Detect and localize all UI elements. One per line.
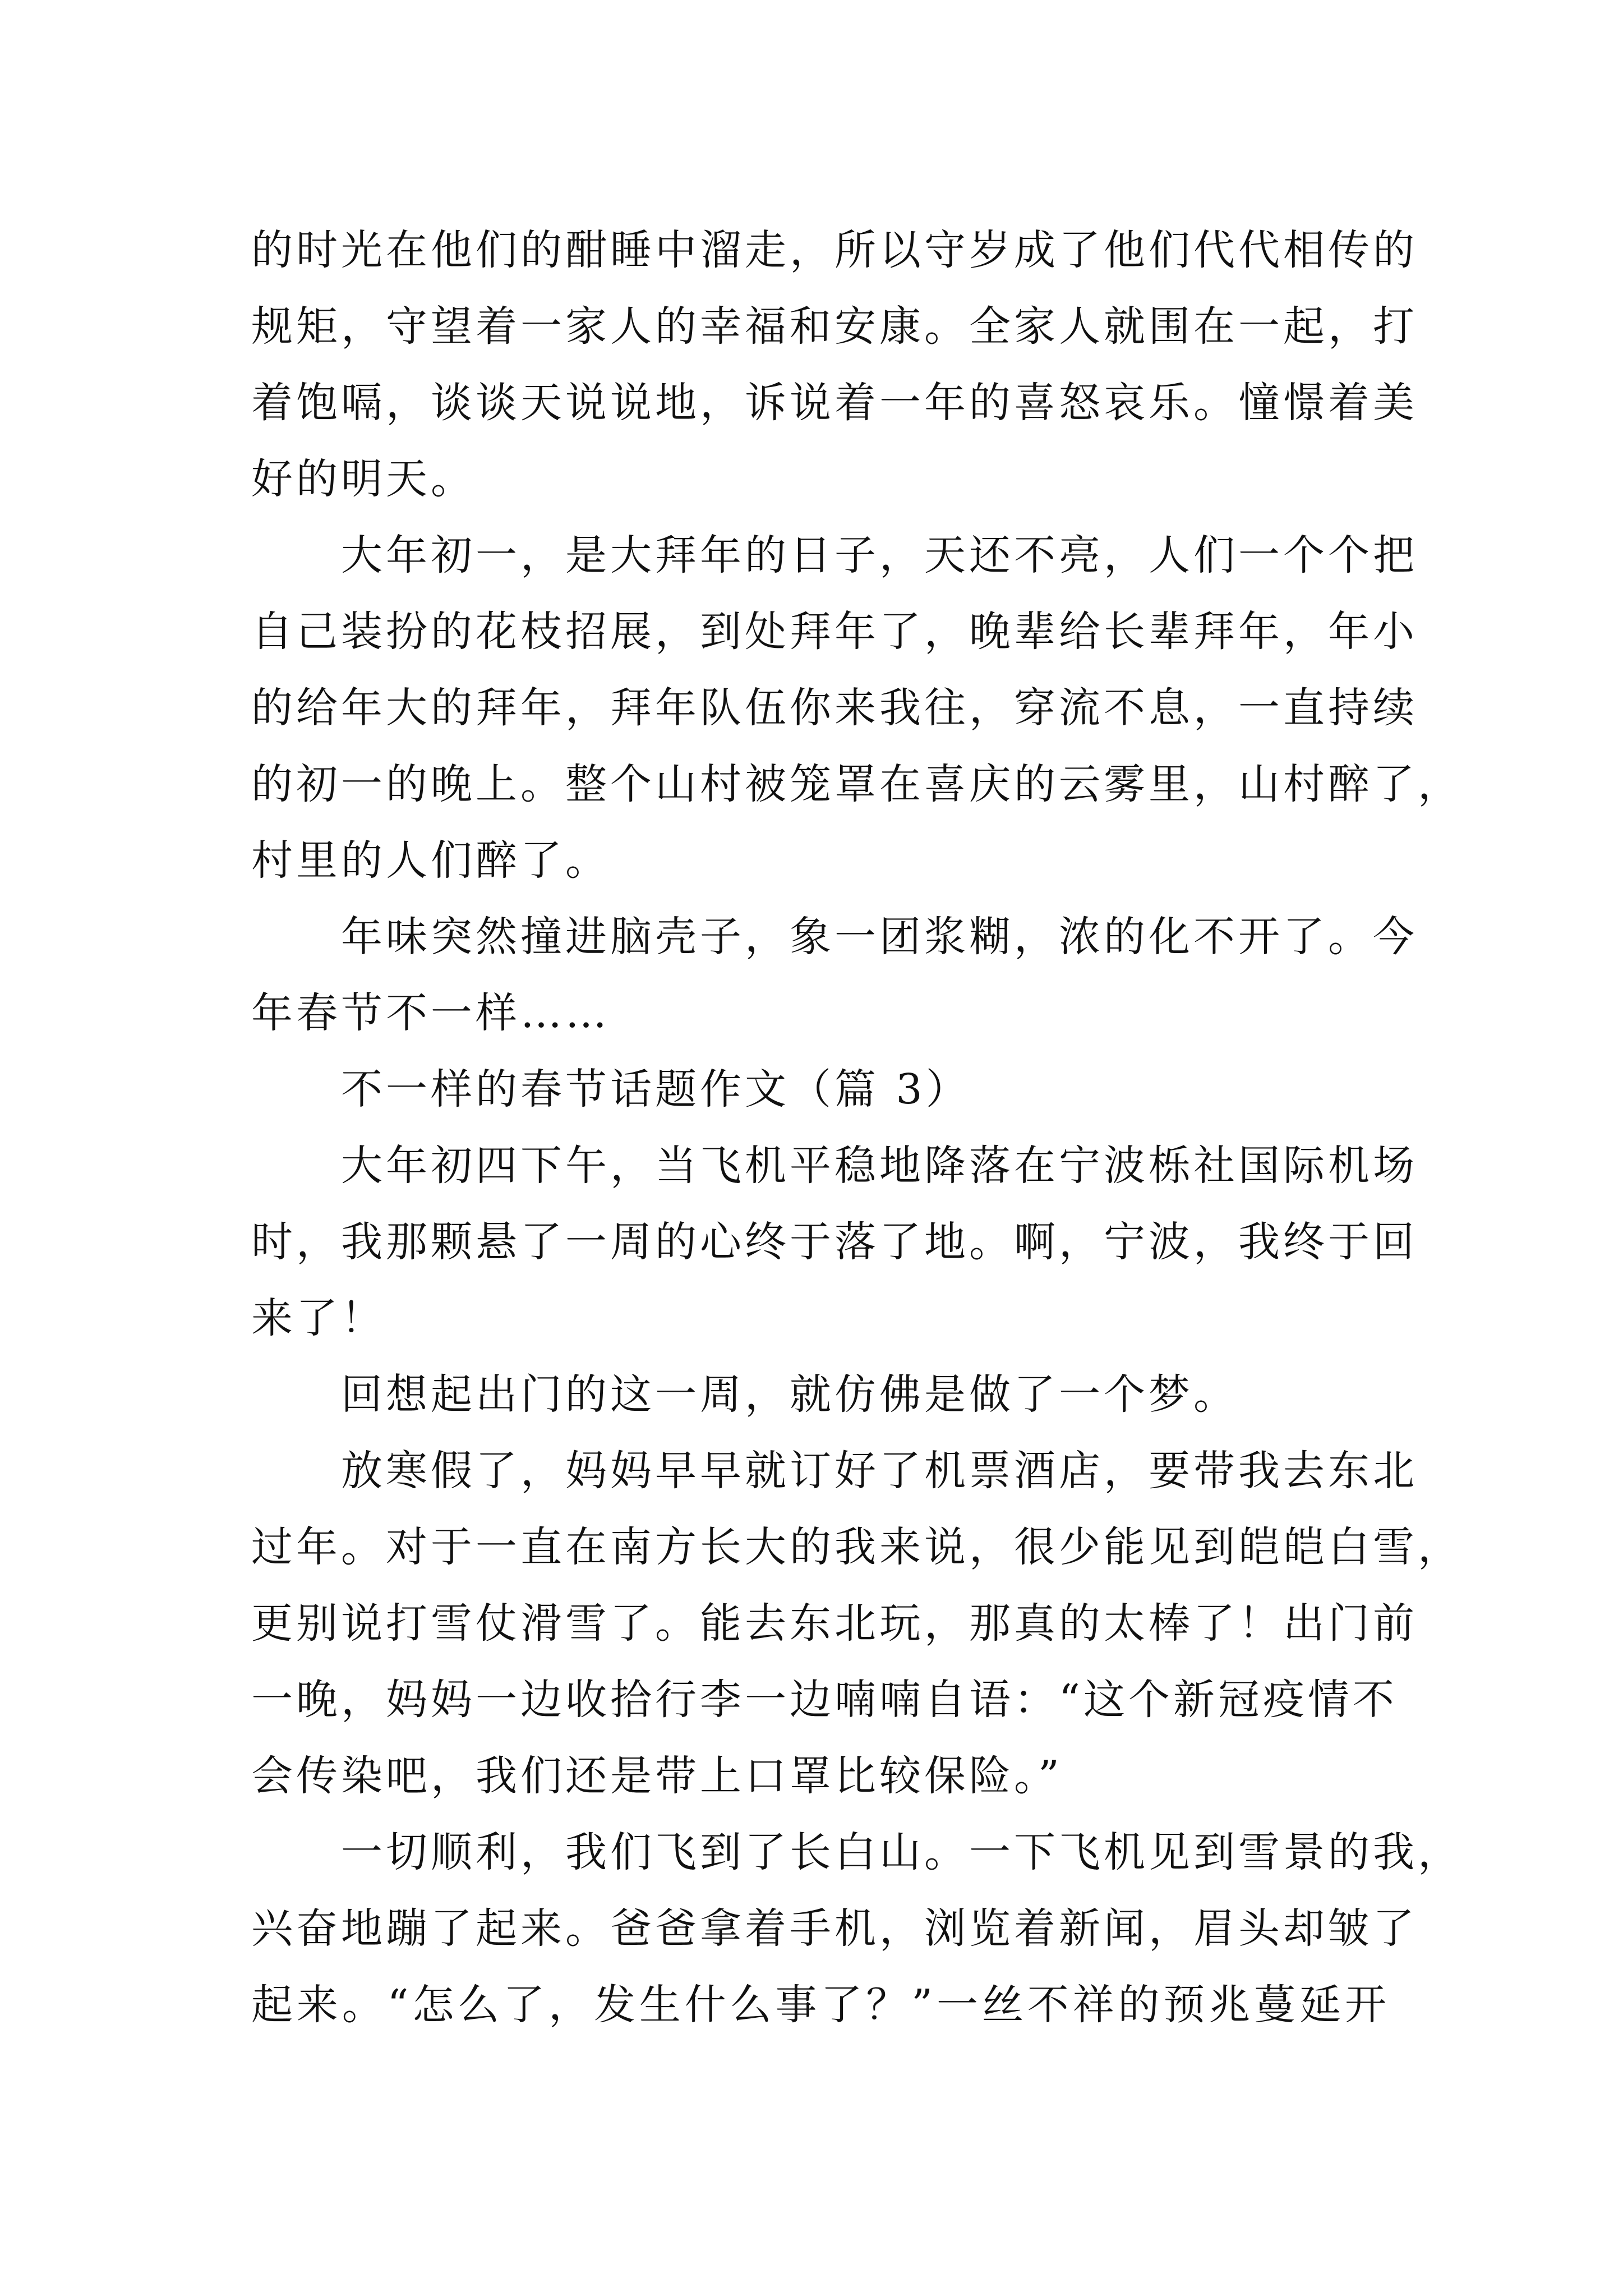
text-line: 规矩，守望着一家人的幸福和安康。全家人就围在一起，打 [251,302,1418,351]
paragraph [251,899,1418,1051]
text-line: 着饱嗝，谈谈天说说地，诉说着一年的喜怒哀乐。憧憬着美 [251,379,1418,427]
text-line: 回想起出门的这一周，就仿佛是做了一个梦。 [341,1370,1238,1419]
paragraph [251,517,1463,899]
text-line: 起来。“怎么了，发生什么事了？”一丝不祥的预兆蔓延开 [251,1981,1390,2029]
text-line: 时，我那颗悬了一周的心终于落了地。啊，宁波，我终于回 [251,1218,1418,1266]
text-line: 过年。对于一直在南方长大的我来说，很少能见到皑皑白雪， [251,1523,1463,1571]
text-line: 年春节不一样…… [251,989,610,1037]
paragraph [251,1356,1390,1433]
heading-line: 不一样的春节话题作文（篇 3） [341,1065,971,1114]
text-line: 一晚，妈妈一边收拾行李一边喃喃自语：“这个新冠疫情不 [251,1676,1398,1724]
text-line: 一切顺利，我们飞到了长白山。一下飞机见到雪景的我， [341,1828,1463,1876]
text-line: 大年初四下午，当飞机平稳地降落在宁波栎社国际机场 [341,1142,1418,1190]
text-line: 的给年大的拜年，拜年队伍你来我往，穿流不息，一直持续 [251,684,1418,732]
paragraph [251,1814,1463,2043]
text-line: 放寒假了，妈妈早早就订好了机票酒店，要带我去东北 [341,1447,1418,1495]
paragraph [251,1433,1463,1814]
text-line: 更别说打雪仗滑雪了。能去东北玩，那真的太棒了！出门前 [251,1599,1418,1648]
text-line: 村里的人们醉了。 [251,836,610,885]
text-line: 会传染吧，我们还是带上口罩比较保险。” [251,1752,1063,1800]
text-line: 大年初一，是大拜年的日子，天还不亮，人们一个个把 [341,531,1418,579]
text-line: 自己装扮的花枝招展，到处拜年了，晚辈给长辈拜年，年小 [251,608,1418,656]
document-body [251,212,1463,2043]
text-line: 的初一的晚上。整个山村被笼罩在喜庆的云雾里，山村醉了， [251,760,1463,808]
text-line: 年味突然撞进脑壳子，象一团浆糊，浓的化不开了。今 [341,913,1418,961]
text-line: 来了！ [251,1294,386,1342]
text-line: 兴奋地蹦了起来。爸爸拿着手机，浏览着新闻，眉头却皱了 [251,1904,1418,1953]
paragraph [251,1128,1418,1356]
section-heading [251,1051,1390,1128]
text-line: 的时光在他们的酣睡中溜走，所以守岁成了他们代代相传的 [251,226,1418,274]
text-line: 好的明天。 [251,455,476,503]
paragraph [251,212,1418,517]
